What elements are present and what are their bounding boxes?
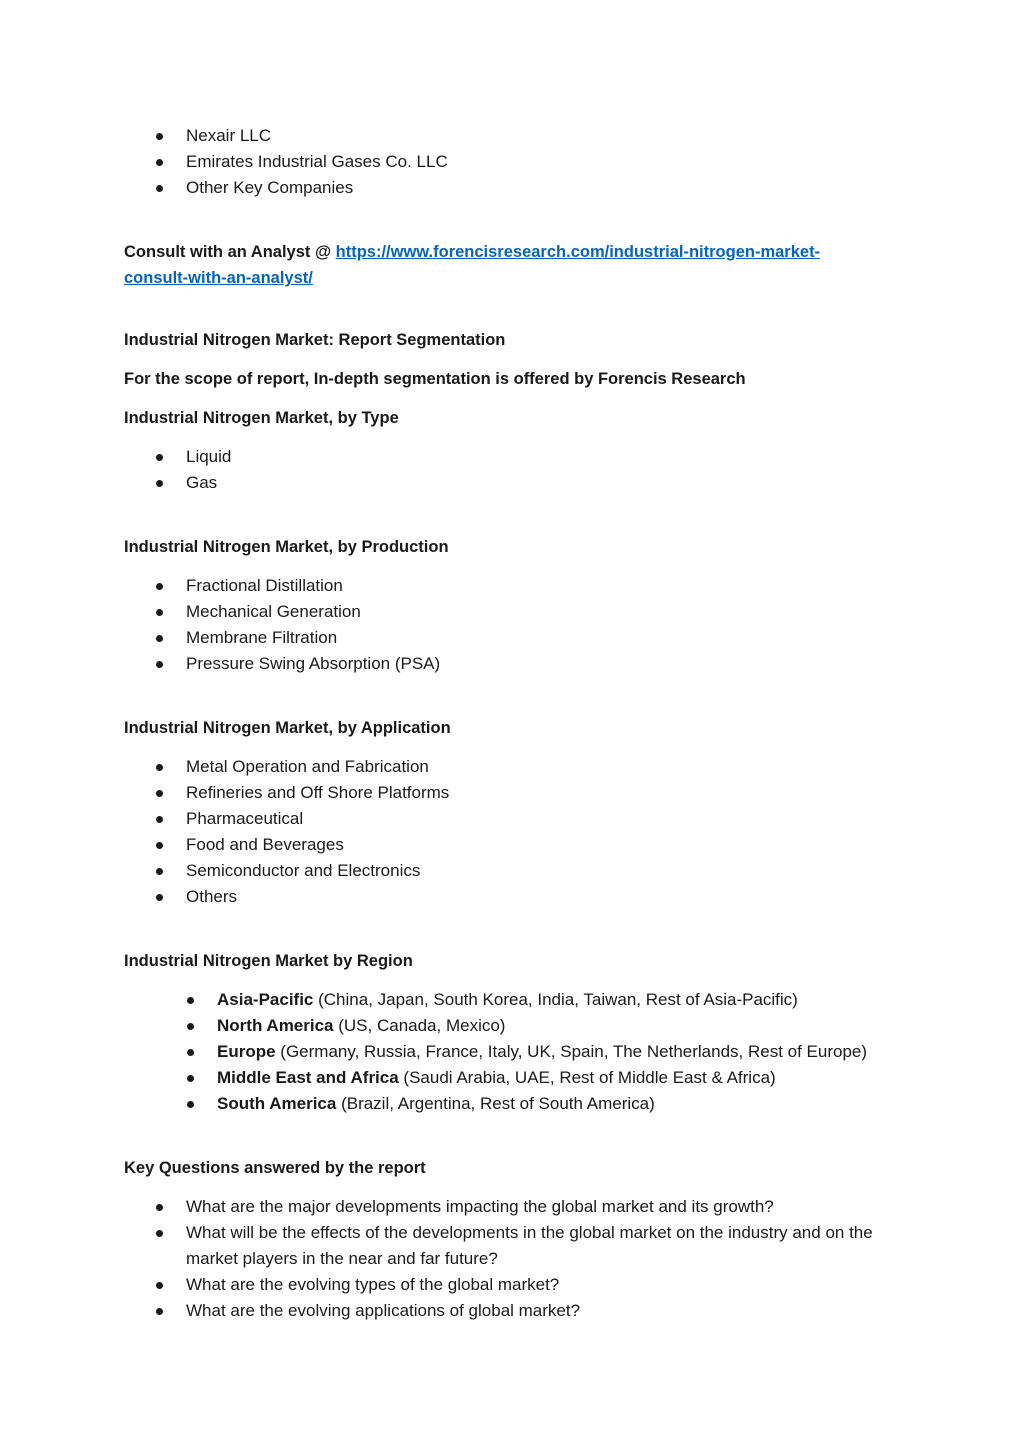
- by-region-section: [124, 987, 904, 1117]
- list-item: [124, 1091, 904, 1117]
- bullet-icon: [156, 454, 163, 461]
- bullet-icon: [156, 1282, 163, 1289]
- bullet-icon: [156, 480, 163, 487]
- bullet-icon: [156, 661, 163, 668]
- list-item: Fractional Distillation: [124, 573, 904, 599]
- list-item: Nexair LLC: [124, 123, 904, 149]
- region-detail: (US, Canada, Mexico): [333, 1016, 506, 1035]
- list-item: Food and Beverages: [124, 832, 904, 858]
- by-production-title: Industrial Nitrogen Market, by Production: [124, 538, 449, 556]
- bullet-icon: [156, 894, 163, 901]
- bullet-icon: [156, 816, 163, 823]
- by-application-list: [124, 754, 904, 910]
- region-detail: (China, Japan, South Korea, India, Taiwan, Rest of Asia-Pacific): [313, 990, 798, 1009]
- list-item: Pressure Swing Absorption (PSA): [124, 651, 904, 677]
- key-questions-title: Key Questions answered by the report: [124, 1159, 426, 1177]
- bullet-icon: [187, 1023, 194, 1030]
- companies-list-section: [124, 123, 904, 201]
- region-name: South America: [217, 1094, 337, 1113]
- by-type-title: Industrial Nitrogen Market, by Type: [124, 409, 399, 427]
- list-item: Liquid: [124, 444, 904, 470]
- by-type-section: [124, 444, 904, 496]
- segmentation-scope: For the scope of report, In-depth segmentation is offered by Forencis Research: [124, 370, 746, 388]
- by-region-list: [124, 987, 904, 1117]
- region-name: Europe: [217, 1042, 276, 1061]
- list-item: Refineries and Off Shore Platforms: [124, 780, 904, 806]
- list-item: Emirates Industrial Gases Co. LLC: [124, 149, 904, 175]
- list-item: What are the evolving types of the global market?: [124, 1272, 884, 1298]
- bullet-icon: [156, 790, 163, 797]
- by-region-title: Industrial Nitrogen Market by Region: [124, 952, 413, 970]
- region-name: North America: [217, 1016, 334, 1035]
- bullet-icon: [156, 1230, 163, 1237]
- by-application-title: Industrial Nitrogen Market, by Application: [124, 719, 451, 737]
- list-item: Metal Operation and Fabrication: [124, 754, 904, 780]
- list-item: Gas: [124, 470, 904, 496]
- bullet-icon: [156, 1204, 163, 1211]
- list-item: [124, 987, 904, 1013]
- region-detail: (Germany, Russia, France, Italy, UK, Spain, The Netherlands, Rest of Europe): [275, 1042, 868, 1061]
- companies-list: [124, 123, 904, 201]
- list-item: What are the evolving applications of global market?: [124, 1298, 884, 1324]
- by-production-list: [124, 573, 904, 677]
- list-item: Semiconductor and Electronics: [124, 858, 904, 884]
- list-item: What will be the effects of the developments in the global market on the industry and on the market players in the near and far future?: [124, 1220, 884, 1272]
- list-item: [124, 1039, 904, 1065]
- consult-analyst-paragraph: [124, 239, 904, 291]
- bullet-icon: [156, 635, 163, 642]
- list-item: Other Key Companies: [124, 175, 904, 201]
- region-detail: (Brazil, Argentina, Rest of South America): [336, 1094, 655, 1113]
- by-production-section: [124, 573, 904, 677]
- bullet-icon: [156, 159, 163, 166]
- bullet-icon: [156, 1308, 163, 1315]
- key-questions-section: [124, 1194, 884, 1324]
- consult-link-part1[interactable]: https://www.forencisresearch.com/industrial-nitrogen-market-: [335, 243, 821, 261]
- list-item: Mechanical Generation: [124, 599, 904, 625]
- bullet-icon: [156, 185, 163, 192]
- bullet-icon: [187, 1075, 194, 1082]
- consult-label: Consult with an Analyst @: [124, 243, 336, 261]
- consult-link-part2[interactable]: consult-with-an-analyst/: [124, 269, 313, 287]
- bullet-icon: [156, 842, 163, 849]
- bullet-icon: [156, 609, 163, 616]
- list-item: Pharmaceutical: [124, 806, 904, 832]
- list-item: Others: [124, 884, 904, 910]
- list-item: [124, 1013, 904, 1039]
- region-name: Asia-Pacific: [217, 990, 314, 1009]
- region-name: Middle East and Africa: [217, 1068, 399, 1087]
- list-item: What are the major developments impacting the global market and its growth?: [124, 1194, 884, 1220]
- key-questions-list: [124, 1194, 884, 1324]
- by-application-section: [124, 754, 904, 910]
- bullet-icon: [156, 764, 163, 771]
- bullet-icon: [156, 583, 163, 590]
- bullet-icon: [187, 997, 194, 1004]
- bullet-icon: [156, 133, 163, 140]
- by-type-list: [124, 444, 904, 496]
- segmentation-title: Industrial Nitrogen Market: Report Segmentation: [124, 331, 506, 349]
- region-detail: (Saudi Arabia, UAE, Rest of Middle East & Africa): [398, 1068, 776, 1087]
- bullet-icon: [156, 868, 163, 875]
- list-item: [124, 1065, 904, 1091]
- bullet-icon: [187, 1101, 194, 1108]
- bullet-icon: [187, 1049, 194, 1056]
- list-item: Membrane Filtration: [124, 625, 904, 651]
